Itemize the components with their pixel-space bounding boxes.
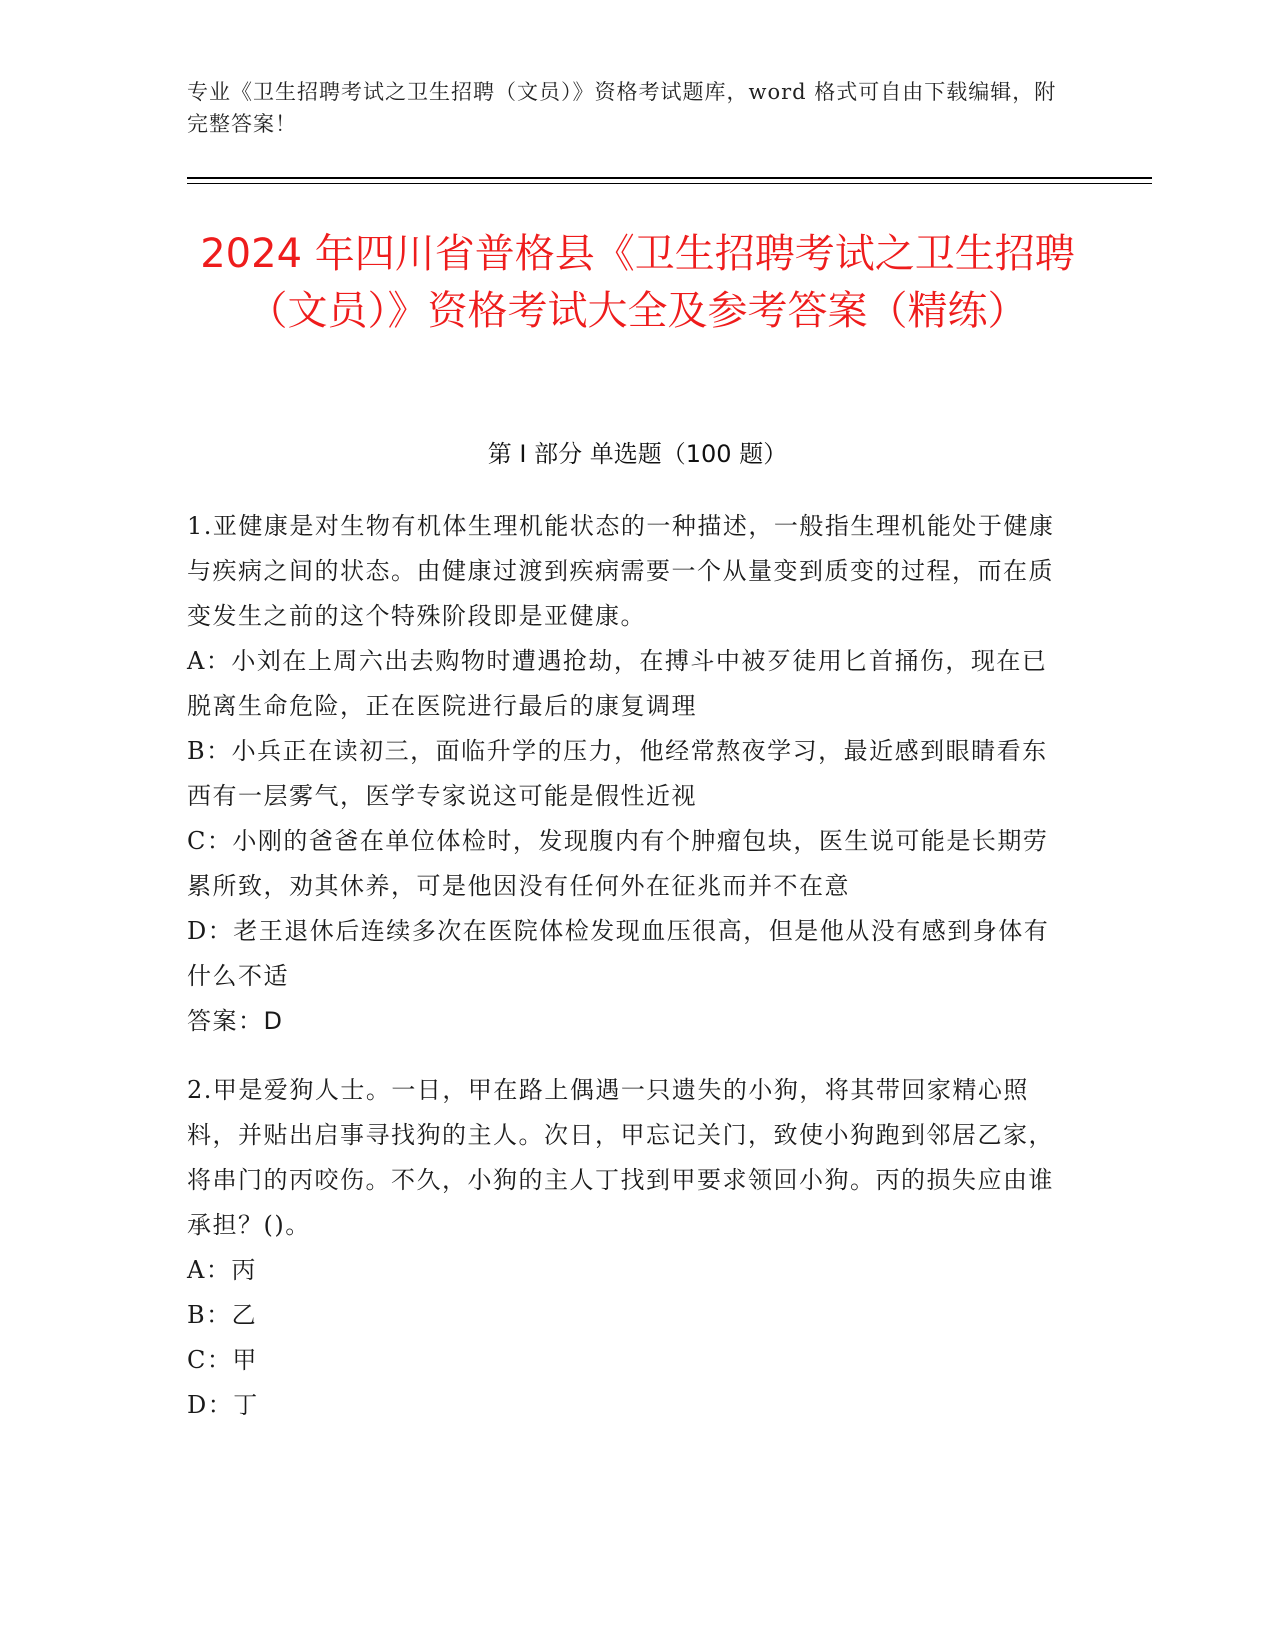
header-divider-thick — [187, 177, 1152, 179]
question-stem: 1.亚健康是对生物有机体生理机能状态的一种描述，一般指生理机能处于健康与疾病之间的状态。由健康过渡到疾病需要一个从量变到质变的过程，而在质变发生之前的这个特殊阶段即是亚健康。 — [187, 512, 1055, 630]
question-stem: 2.甲是爱狗人士。一日，甲在路上偶遇一只遗失的小狗，将其带回家精心照料，并贴出启事寻找狗的主人。次日，甲忘记关门，致使小狗跑到邻居乙家，将串门的丙咬伤。不久，小狗的主人丁找到甲要求领回小狗。丙的损失应由谁承担？()。 — [187, 1076, 1054, 1239]
option-a: A：小刘在上周六出去购物时遭遇抢劫，在搏斗中被歹徒用匕首捅伤，现在已脱离生命危险，正在医院进行最后的康复调理 — [187, 647, 1048, 720]
option-d: D：丁 — [187, 1391, 259, 1419]
option-b: B：乙 — [187, 1301, 258, 1329]
document-title: 2024 年四川省普格县《卫生招聘考试之卫生招聘（文员）》资格考试大全及参考答案（精练） — [200, 231, 1075, 334]
option-d: D：老王退休后连续多次在医院体检发现血压很高，但是他从没有感到身体有什么不适 — [187, 917, 1050, 990]
option-a: A：丙 — [187, 1256, 257, 1284]
header-divider-thin — [187, 183, 1152, 184]
answer-text: 答案：D — [187, 1007, 284, 1035]
option-c: C：小刚的爸爸在单位体检时，发现腹内有个肿瘤包块，医生说可能是长期劳累所致，劝其休养，可是他因没有任何外在征兆而并不在意 — [187, 827, 1049, 900]
option-c: C：甲 — [187, 1346, 258, 1374]
section-heading: 第 I 部分 单选题（100 题） — [487, 440, 788, 468]
option-b: B：小兵正在读初三，面临升学的压力，他经常熬夜学习，最近感到眼睛看东西有一层雾气，医学专家说这可能是假性近视 — [187, 737, 1048, 810]
question-1 — [187, 504, 1072, 1044]
header-note: 专业《卫生招聘考试之卫生招聘（文员）》资格考试题库，word 格式可自由下载编辑，附完整答案！ — [187, 80, 1057, 136]
question-2 — [187, 1068, 1072, 1428]
